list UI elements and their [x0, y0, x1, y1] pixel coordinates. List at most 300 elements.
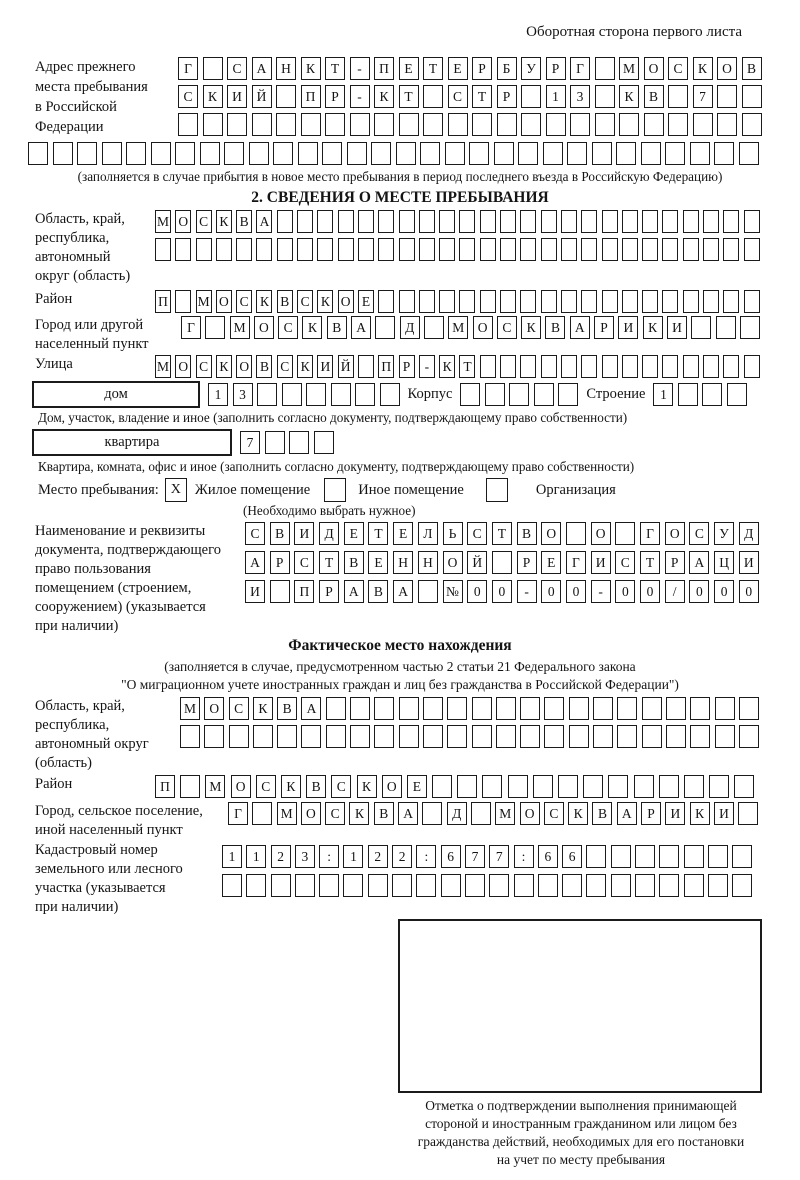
char-box[interactable]: [634, 775, 654, 798]
char-box[interactable]: [494, 142, 514, 165]
char-box[interactable]: [399, 210, 415, 233]
ownership-document-row-1[interactable]: [245, 522, 759, 545]
char-box[interactable]: [465, 874, 485, 897]
char-box[interactable]: [500, 210, 516, 233]
house-number-row[interactable]: [208, 383, 400, 406]
char-box[interactable]: [744, 238, 760, 261]
char-box[interactable]: [257, 383, 277, 406]
char-box[interactable]: 3: [570, 85, 590, 108]
char-box[interactable]: [343, 874, 363, 897]
char-box[interactable]: :: [319, 845, 339, 868]
char-box[interactable]: К: [357, 775, 377, 798]
char-box[interactable]: Т: [368, 522, 388, 545]
char-box[interactable]: В: [344, 551, 364, 574]
char-box[interactable]: [602, 238, 618, 261]
char-box[interactable]: [723, 210, 739, 233]
char-box[interactable]: [249, 142, 269, 165]
char-box[interactable]: [439, 210, 455, 233]
char-box[interactable]: С: [256, 775, 276, 798]
char-box[interactable]: Л: [418, 522, 438, 545]
char-box[interactable]: [558, 775, 578, 798]
char-box[interactable]: П: [294, 580, 314, 603]
char-box[interactable]: О: [231, 775, 251, 798]
char-box[interactable]: В: [592, 802, 612, 825]
char-box[interactable]: [416, 874, 436, 897]
char-box[interactable]: [642, 210, 658, 233]
char-box[interactable]: Е: [541, 551, 561, 574]
char-box[interactable]: [642, 697, 662, 720]
char-box[interactable]: С: [689, 522, 709, 545]
char-box[interactable]: [581, 355, 597, 378]
char-box[interactable]: [331, 383, 351, 406]
char-box[interactable]: 0: [615, 580, 635, 603]
char-box[interactable]: А: [301, 697, 321, 720]
char-box[interactable]: [423, 725, 443, 748]
char-box[interactable]: [558, 383, 578, 406]
previous-address-row-2[interactable]: [178, 85, 762, 108]
char-box[interactable]: [734, 775, 754, 798]
char-box[interactable]: [469, 142, 489, 165]
char-box[interactable]: М: [230, 316, 250, 339]
char-box[interactable]: [642, 725, 662, 748]
char-box[interactable]: [742, 85, 762, 108]
char-box[interactable]: [708, 845, 728, 868]
char-box[interactable]: [496, 725, 516, 748]
char-box[interactable]: [77, 142, 97, 165]
char-box[interactable]: [399, 113, 419, 136]
char-box[interactable]: В: [742, 57, 762, 80]
char-box[interactable]: [480, 210, 496, 233]
char-box[interactable]: 1: [222, 845, 242, 868]
char-box[interactable]: [732, 874, 752, 897]
char-box[interactable]: К: [439, 355, 455, 378]
char-box[interactable]: [544, 697, 564, 720]
char-box[interactable]: [619, 113, 639, 136]
char-box[interactable]: Е: [358, 290, 374, 313]
char-box[interactable]: В: [277, 697, 297, 720]
char-box[interactable]: [399, 238, 415, 261]
char-box[interactable]: [432, 775, 452, 798]
char-box[interactable]: [744, 210, 760, 233]
apartment-named-box[interactable]: квартира: [32, 429, 232, 456]
char-box[interactable]: [374, 113, 394, 136]
char-box[interactable]: [683, 238, 699, 261]
char-box[interactable]: Р: [641, 802, 661, 825]
char-box[interactable]: Й: [252, 85, 272, 108]
char-box[interactable]: С: [294, 551, 314, 574]
char-box[interactable]: [622, 355, 638, 378]
char-box[interactable]: [541, 238, 557, 261]
ownership-document-row-3[interactable]: [245, 580, 759, 603]
char-box[interactable]: А: [570, 316, 590, 339]
char-box[interactable]: [521, 85, 541, 108]
char-box[interactable]: 1: [653, 383, 673, 406]
char-box[interactable]: А: [256, 210, 272, 233]
char-box[interactable]: [520, 725, 540, 748]
char-box[interactable]: -: [517, 580, 537, 603]
char-box[interactable]: [439, 290, 455, 313]
previous-address-row-1[interactable]: [178, 57, 762, 80]
char-box[interactable]: О: [254, 316, 274, 339]
char-box[interactable]: [371, 142, 391, 165]
char-box[interactable]: [419, 210, 435, 233]
char-box[interactable]: [317, 238, 333, 261]
char-box[interactable]: [684, 845, 704, 868]
char-box[interactable]: О: [175, 210, 191, 233]
char-box[interactable]: [668, 85, 688, 108]
district-row[interactable]: [155, 290, 760, 313]
char-box[interactable]: К: [253, 697, 273, 720]
char-box[interactable]: И: [591, 551, 611, 574]
char-box[interactable]: К: [256, 290, 272, 313]
char-box[interactable]: [723, 238, 739, 261]
char-box[interactable]: 7: [489, 845, 509, 868]
char-box[interactable]: [350, 697, 370, 720]
char-box[interactable]: [368, 874, 388, 897]
char-box[interactable]: [716, 316, 736, 339]
char-box[interactable]: [252, 113, 272, 136]
char-box[interactable]: [180, 725, 200, 748]
char-box[interactable]: С: [277, 355, 293, 378]
char-box[interactable]: [126, 142, 146, 165]
char-box[interactable]: О: [541, 522, 561, 545]
char-box[interactable]: [338, 210, 354, 233]
char-box[interactable]: [314, 431, 334, 454]
char-box[interactable]: [586, 845, 606, 868]
char-box[interactable]: [277, 725, 297, 748]
char-box[interactable]: К: [216, 355, 232, 378]
cadastral-row-1[interactable]: [222, 845, 752, 868]
char-box[interactable]: [276, 85, 296, 108]
char-box[interactable]: [155, 238, 171, 261]
char-box[interactable]: К: [690, 802, 710, 825]
char-box[interactable]: [683, 210, 699, 233]
char-box[interactable]: Т: [492, 522, 512, 545]
char-box[interactable]: [472, 725, 492, 748]
char-box[interactable]: П: [378, 355, 394, 378]
char-box[interactable]: [229, 725, 249, 748]
char-box[interactable]: [608, 775, 628, 798]
char-box[interactable]: [480, 238, 496, 261]
char-box[interactable]: [480, 355, 496, 378]
char-box[interactable]: [338, 238, 354, 261]
char-box[interactable]: [708, 874, 728, 897]
char-box[interactable]: [602, 210, 618, 233]
char-box[interactable]: А: [689, 551, 709, 574]
char-box[interactable]: [399, 697, 419, 720]
char-box[interactable]: [690, 725, 710, 748]
char-box[interactable]: Д: [447, 802, 467, 825]
char-box[interactable]: [717, 113, 737, 136]
char-box[interactable]: И: [317, 355, 333, 378]
char-box[interactable]: С: [196, 355, 212, 378]
char-box[interactable]: [447, 697, 467, 720]
char-box[interactable]: К: [521, 316, 541, 339]
char-box[interactable]: [520, 290, 536, 313]
previous-address-overflow-row[interactable]: [0, 142, 800, 165]
char-box[interactable]: 0: [541, 580, 561, 603]
char-box[interactable]: [180, 775, 200, 798]
char-box[interactable]: №: [443, 580, 463, 603]
char-box[interactable]: [611, 874, 631, 897]
char-box[interactable]: [200, 142, 220, 165]
char-box[interactable]: [616, 142, 636, 165]
char-box[interactable]: [732, 845, 752, 868]
char-box[interactable]: [544, 725, 564, 748]
char-box[interactable]: [583, 775, 603, 798]
char-box[interactable]: [358, 210, 374, 233]
char-box[interactable]: М: [277, 802, 297, 825]
char-box[interactable]: [459, 210, 475, 233]
char-box[interactable]: [423, 697, 443, 720]
char-box[interactable]: К: [297, 355, 313, 378]
char-box[interactable]: [227, 113, 247, 136]
char-box[interactable]: [298, 142, 318, 165]
char-box[interactable]: [472, 697, 492, 720]
char-box[interactable]: [447, 725, 467, 748]
char-box[interactable]: Д: [319, 522, 339, 545]
char-box[interactable]: Г: [570, 57, 590, 80]
char-box[interactable]: М: [619, 57, 639, 80]
char-box[interactable]: [203, 57, 223, 80]
char-box[interactable]: [271, 874, 291, 897]
char-box[interactable]: Р: [517, 551, 537, 574]
char-box[interactable]: Т: [325, 57, 345, 80]
char-box[interactable]: К: [317, 290, 333, 313]
char-box[interactable]: О: [473, 316, 493, 339]
char-box[interactable]: Р: [594, 316, 614, 339]
char-box[interactable]: А: [344, 580, 364, 603]
char-box[interactable]: В: [327, 316, 347, 339]
char-box[interactable]: И: [294, 522, 314, 545]
char-box[interactable]: [151, 142, 171, 165]
char-box[interactable]: Й: [338, 355, 354, 378]
char-box[interactable]: С: [448, 85, 468, 108]
char-box[interactable]: [441, 874, 461, 897]
char-box[interactable]: [714, 142, 734, 165]
char-box[interactable]: И: [667, 316, 687, 339]
char-box[interactable]: [684, 874, 704, 897]
char-box[interactable]: [727, 383, 747, 406]
char-box[interactable]: О: [204, 697, 224, 720]
char-box[interactable]: 0: [640, 580, 660, 603]
char-box[interactable]: А: [617, 802, 637, 825]
actual-region-row-2[interactable]: [180, 725, 759, 748]
char-box[interactable]: У: [521, 57, 541, 80]
char-box[interactable]: [644, 113, 664, 136]
char-box[interactable]: -: [591, 580, 611, 603]
char-box[interactable]: [420, 142, 440, 165]
char-box[interactable]: [581, 238, 597, 261]
char-box[interactable]: [662, 355, 678, 378]
char-box[interactable]: [375, 316, 395, 339]
char-box[interactable]: В: [277, 290, 293, 313]
char-box[interactable]: С: [544, 802, 564, 825]
char-box[interactable]: [690, 697, 710, 720]
char-box[interactable]: В: [368, 580, 388, 603]
apartment-number-row[interactable]: [240, 431, 334, 454]
char-box[interactable]: Е: [344, 522, 364, 545]
char-box[interactable]: М: [155, 355, 171, 378]
char-box[interactable]: [350, 113, 370, 136]
char-box[interactable]: [520, 238, 536, 261]
city-row[interactable]: [181, 316, 760, 339]
char-box[interactable]: [102, 142, 122, 165]
char-box[interactable]: М: [495, 802, 515, 825]
char-box[interactable]: С: [668, 57, 688, 80]
korpus-row[interactable]: [460, 383, 578, 406]
char-box[interactable]: [740, 316, 760, 339]
char-box[interactable]: [265, 431, 285, 454]
char-box[interactable]: С: [325, 802, 345, 825]
char-box[interactable]: А: [393, 580, 413, 603]
char-box[interactable]: П: [374, 57, 394, 80]
char-box[interactable]: [175, 290, 191, 313]
char-box[interactable]: М: [196, 290, 212, 313]
char-box[interactable]: [635, 874, 655, 897]
char-box[interactable]: [641, 142, 661, 165]
char-box[interactable]: [717, 85, 737, 108]
char-box[interactable]: О: [236, 355, 252, 378]
char-box[interactable]: [622, 290, 638, 313]
char-box[interactable]: С: [278, 316, 298, 339]
ownership-document-row-2[interactable]: [245, 551, 759, 574]
char-box[interactable]: В: [374, 802, 394, 825]
char-box[interactable]: 6: [538, 845, 558, 868]
char-box[interactable]: [350, 725, 370, 748]
char-box[interactable]: Т: [640, 551, 660, 574]
char-box[interactable]: [175, 238, 191, 261]
char-box[interactable]: К: [302, 316, 322, 339]
char-box[interactable]: [659, 775, 679, 798]
char-box[interactable]: Р: [546, 57, 566, 80]
char-box[interactable]: И: [618, 316, 638, 339]
char-box[interactable]: [567, 142, 587, 165]
char-box[interactable]: [723, 290, 739, 313]
char-box[interactable]: [581, 290, 597, 313]
char-box[interactable]: Д: [400, 316, 420, 339]
char-box[interactable]: С: [227, 57, 247, 80]
char-box[interactable]: [561, 238, 577, 261]
char-box[interactable]: [659, 845, 679, 868]
char-box[interactable]: [617, 725, 637, 748]
char-box[interactable]: [358, 355, 374, 378]
char-box[interactable]: 0: [714, 580, 734, 603]
char-box[interactable]: [642, 355, 658, 378]
char-box[interactable]: [595, 85, 615, 108]
region-row-1[interactable]: [155, 210, 760, 233]
char-box[interactable]: [205, 316, 225, 339]
char-box[interactable]: :: [416, 845, 436, 868]
char-box[interactable]: [399, 290, 415, 313]
checkbox-organization[interactable]: [486, 478, 508, 502]
char-box[interactable]: 2: [271, 845, 291, 868]
char-box[interactable]: Г: [228, 802, 248, 825]
char-box[interactable]: [277, 238, 293, 261]
char-box[interactable]: [492, 551, 512, 574]
char-box[interactable]: [538, 874, 558, 897]
char-box[interactable]: [347, 142, 367, 165]
char-box[interactable]: Т: [472, 85, 492, 108]
char-box[interactable]: 6: [441, 845, 461, 868]
char-box[interactable]: О: [216, 290, 232, 313]
char-box[interactable]: М: [205, 775, 225, 798]
char-box[interactable]: [175, 142, 195, 165]
char-box[interactable]: [691, 316, 711, 339]
char-box[interactable]: [742, 113, 762, 136]
char-box[interactable]: [448, 113, 468, 136]
char-box[interactable]: [683, 355, 699, 378]
char-box[interactable]: Г: [178, 57, 198, 80]
char-box[interactable]: [459, 238, 475, 261]
char-box[interactable]: [28, 142, 48, 165]
char-box[interactable]: [703, 210, 719, 233]
char-box[interactable]: Р: [270, 551, 290, 574]
char-box[interactable]: 1: [546, 85, 566, 108]
char-box[interactable]: [472, 113, 492, 136]
char-box[interactable]: /: [665, 580, 685, 603]
char-box[interactable]: 2: [368, 845, 388, 868]
char-box[interactable]: [358, 238, 374, 261]
char-box[interactable]: [662, 210, 678, 233]
actual-city-row[interactable]: [228, 802, 758, 825]
char-box[interactable]: [703, 290, 719, 313]
char-box[interactable]: [459, 290, 475, 313]
char-box[interactable]: [471, 802, 491, 825]
char-box[interactable]: [322, 142, 342, 165]
region-row-2[interactable]: [155, 238, 760, 261]
char-box[interactable]: [301, 725, 321, 748]
char-box[interactable]: [665, 142, 685, 165]
char-box[interactable]: [445, 142, 465, 165]
char-box[interactable]: [500, 290, 516, 313]
char-box[interactable]: [659, 874, 679, 897]
char-box[interactable]: [460, 383, 480, 406]
char-box[interactable]: [480, 290, 496, 313]
char-box[interactable]: К: [374, 85, 394, 108]
char-box[interactable]: 7: [240, 431, 260, 454]
char-box[interactable]: [216, 238, 232, 261]
char-box[interactable]: [543, 142, 563, 165]
char-box[interactable]: У: [714, 522, 734, 545]
char-box[interactable]: 7: [465, 845, 485, 868]
char-box[interactable]: [289, 431, 309, 454]
char-box[interactable]: 1: [208, 383, 228, 406]
char-box[interactable]: Д: [739, 522, 759, 545]
char-box[interactable]: Т: [459, 355, 475, 378]
char-box[interactable]: [236, 238, 252, 261]
char-box[interactable]: [534, 383, 554, 406]
char-box[interactable]: [439, 238, 455, 261]
char-box[interactable]: О: [382, 775, 402, 798]
char-box[interactable]: Р: [472, 57, 492, 80]
char-box[interactable]: [392, 874, 412, 897]
char-box[interactable]: [561, 290, 577, 313]
char-box[interactable]: [355, 383, 375, 406]
char-box[interactable]: О: [520, 802, 540, 825]
char-box[interactable]: Ц: [714, 551, 734, 574]
char-box[interactable]: К: [301, 57, 321, 80]
char-box[interactable]: [635, 845, 655, 868]
char-box[interactable]: 0: [467, 580, 487, 603]
char-box[interactable]: С: [615, 551, 635, 574]
char-box[interactable]: Е: [368, 551, 388, 574]
char-box[interactable]: [374, 697, 394, 720]
char-box[interactable]: [204, 725, 224, 748]
char-box[interactable]: Г: [566, 551, 586, 574]
char-box[interactable]: -: [419, 355, 435, 378]
char-box[interactable]: [520, 355, 536, 378]
